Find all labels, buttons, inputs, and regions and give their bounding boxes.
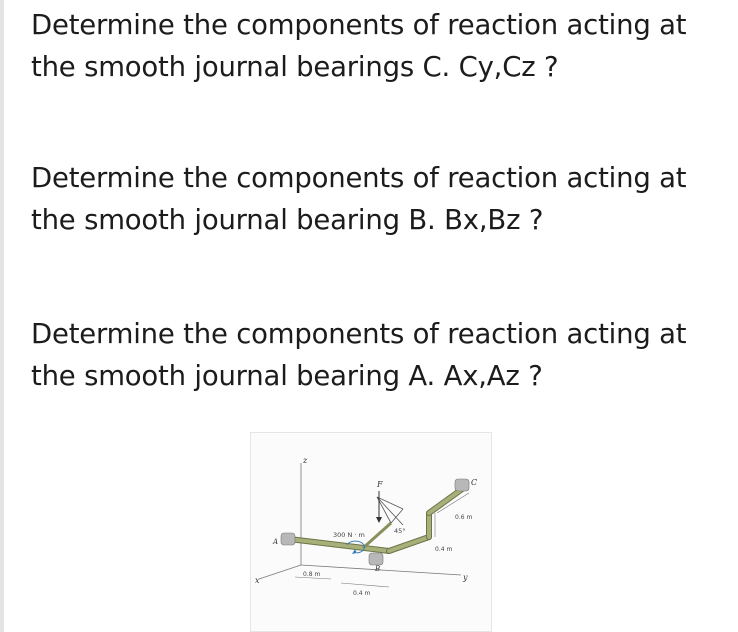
dim-06-label: 0.6 m [455, 514, 473, 521]
bearing-c [455, 479, 469, 491]
question-b-line2: the smooth journal bearing B. Bx,Bz ? [31, 204, 544, 236]
question-c [31, 4, 731, 88]
moment-label: 300 N · m [333, 531, 365, 539]
shaft-segment-bend [389, 537, 429, 551]
page-left-edge [0, 0, 4, 632]
question-a-line2: the smooth journal bearing A. Ax,Az ? [31, 360, 543, 392]
dim-04-bottom-label: 0.4 m [353, 590, 371, 597]
force-box-line-3 [391, 509, 403, 523]
angle-label: 45° [394, 527, 406, 535]
point-c-label: C [471, 478, 478, 487]
x-axis-label: x [255, 576, 260, 585]
question-b-line1: Determine the components of reaction acting at [31, 162, 687, 194]
bearing-b [369, 553, 383, 565]
y-axis-line [301, 565, 461, 575]
shaft-segment-ab [289, 539, 389, 551]
force-arrowhead [376, 517, 382, 523]
dim-08-label: 0.8 m [303, 571, 321, 578]
force-label: F [377, 480, 383, 489]
force-box-line-4 [377, 497, 403, 509]
question-a [31, 313, 731, 397]
question-c-line2: the smooth journal bearings C. Cy,Cz ? [31, 51, 559, 83]
dim-04-right-label: 0.4 m [435, 546, 453, 553]
question-b [31, 157, 731, 241]
shaft-bearing-figure [250, 432, 492, 632]
question-c-line1: Determine the components of reaction acting at [31, 9, 687, 41]
point-a-label: A [273, 538, 279, 546]
crank-arm [363, 523, 391, 548]
y-axis-label: y [463, 573, 468, 582]
bearing-a [281, 533, 295, 545]
question-a-line1: Determine the components of reaction acting at [31, 318, 687, 350]
z-axis-label: z [303, 456, 308, 465]
shaft-diagram [251, 433, 491, 631]
point-b-label: B [375, 565, 381, 573]
dim-04-bottom-line [341, 583, 389, 587]
x-axis-line [259, 565, 301, 579]
